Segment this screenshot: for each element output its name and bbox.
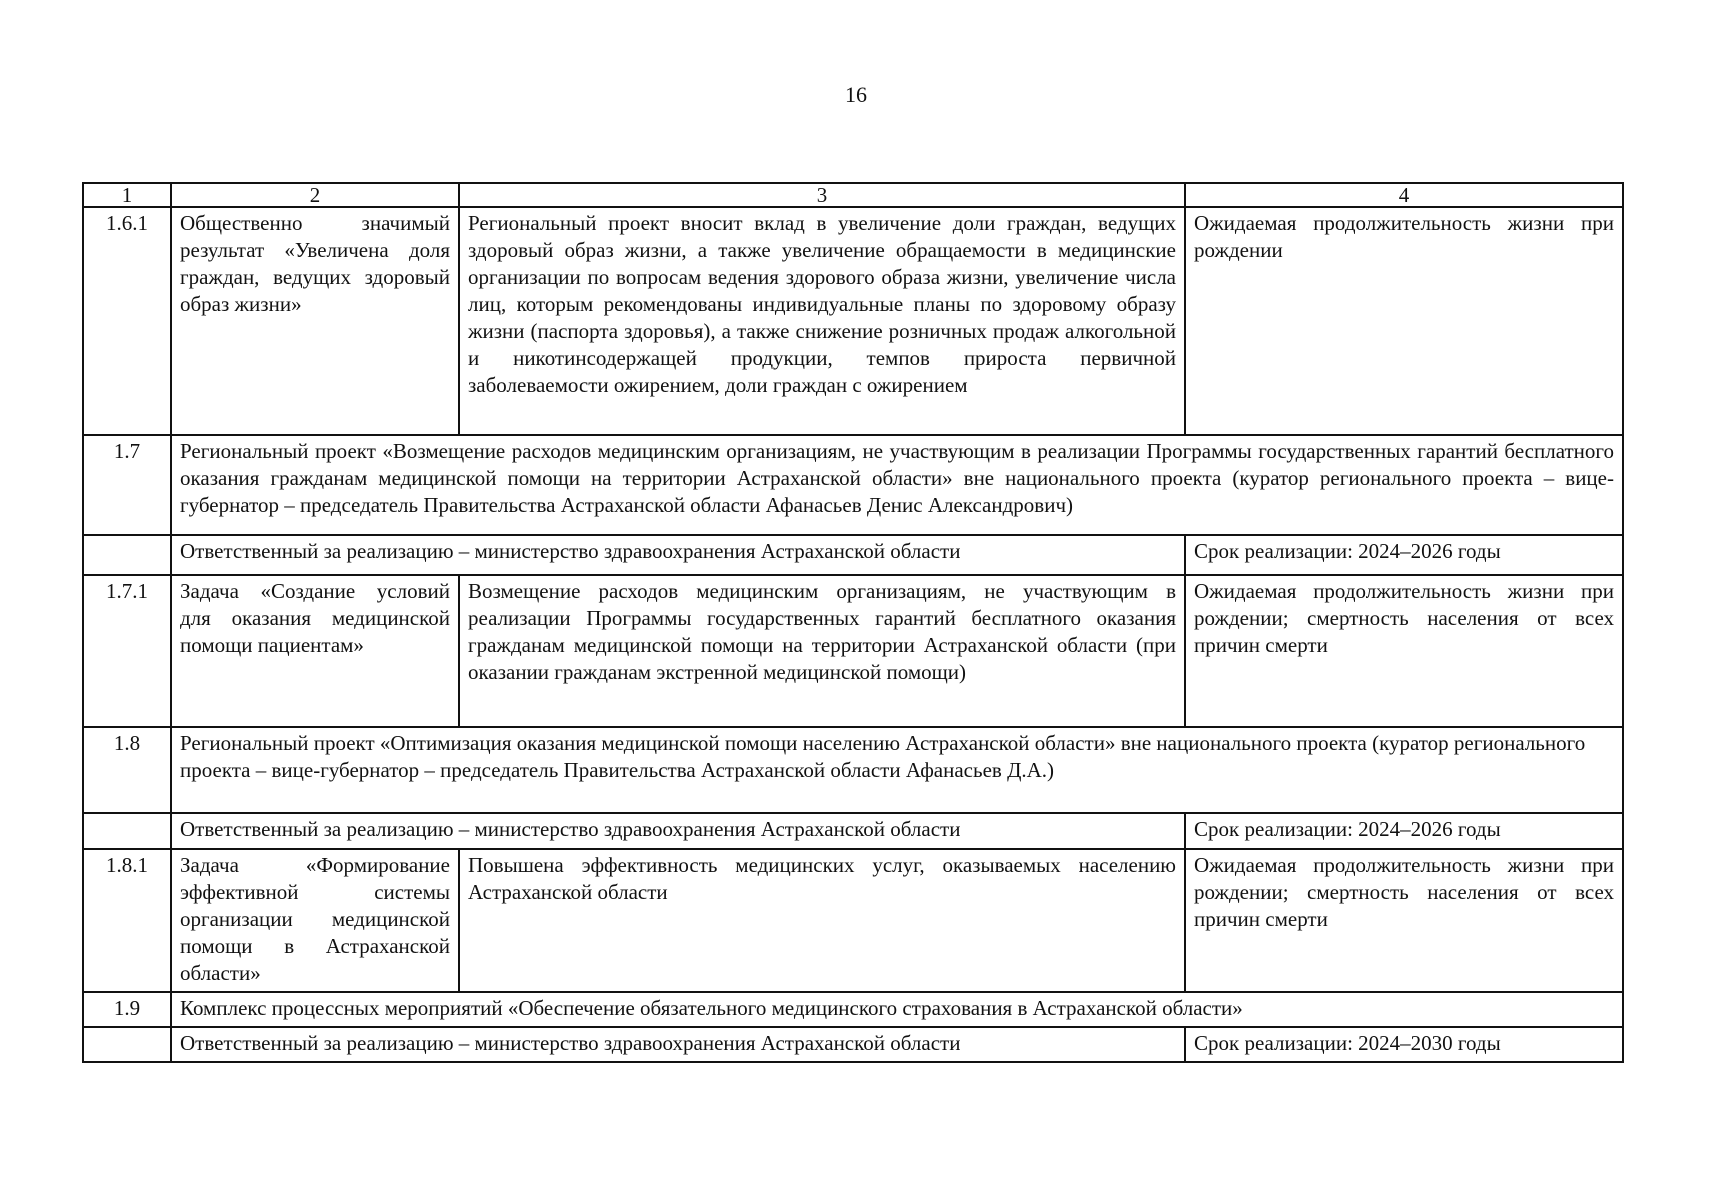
table-row-1-8 — [83, 727, 1623, 813]
indicator-text: Ожидаемая продолжительность жизни при рождении; смертность населения от всех причин смерти — [1185, 849, 1623, 992]
column-header-3: 3 — [459, 183, 1185, 207]
responsible-text: Ответственный за реализацию – министерство здравоохранения Астраханской области — [171, 813, 1185, 849]
task-name: Задача «Формирование эффективной системы организации медицинской помощи в Астраханской области» — [171, 849, 459, 992]
column-header-1: 1 — [83, 183, 171, 207]
table-header-row — [83, 183, 1623, 207]
table-row-1-7 — [83, 435, 1623, 535]
indicator-text: Ожидаемая продолжительность жизни при рождении; смертность населения от всех причин смерти — [1185, 575, 1623, 727]
task-description: Повышена эффективность медицинских услуг, оказываемых населению Астраханской области — [459, 849, 1185, 992]
row-number: 1.7.1 — [83, 575, 171, 727]
responsible-text: Ответственный за реализацию – министерство здравоохранения Астраханской области — [171, 1027, 1185, 1062]
result-name: Общественно значимый результат «Увеличена доля граждан, ведущих здоровый образ жизни» — [171, 207, 459, 435]
project-title: Комплекс процессных мероприятий «Обеспечение обязательного медицинского страхования в Астраханской области» — [171, 992, 1623, 1027]
term-text: Срок реализации: 2024–2026 годы — [1185, 535, 1623, 575]
result-description: Региональный проект вносит вклад в увеличение доли граждан, ведущих здоровый образ жизни, а также увеличение обращаемости в медицинские организации по вопросам ведения здорового образа жизни, увеличение числа лиц, которым рекомендованы индивидуальные планы по здоровому образу жизни (паспорта здоровья), а также снижение розничных продаж алкогольной и никотинсодержащей продукции, темпов прироста первичной заболеваемости ожирением, доли граждан с ожирением — [459, 207, 1185, 435]
project-title: Региональный проект «Оптимизация оказания медицинской помощи населению Астраханской области» вне национального проекта (куратор регионального проекта – вице-губернатор – председатель Правительства Астраханской области Афанасьев Д.А.) — [171, 727, 1623, 813]
row-number: 1.6.1 — [83, 207, 171, 435]
empty-cell — [83, 535, 171, 575]
responsible-text: Ответственный за реализацию – министерство здравоохранения Астраханской области — [171, 535, 1185, 575]
column-header-2: 2 — [171, 183, 459, 207]
table-row-1-8-1 — [83, 849, 1623, 992]
row-number: 1.8.1 — [83, 849, 171, 992]
row-number: 1.7 — [83, 435, 171, 535]
table-row-1-9 — [83, 992, 1623, 1027]
project-title: Региональный проект «Возмещение расходов медицинским организациям, не участвующим в реализации Программы государственных гарантий бесплатного оказания гражданам медицинской помощи на территории Астраханской области» вне национального проекта (куратор регионального проекта – вице-губернатор – председатель Правительства Астраханской области Афанасьев Денис Александрович) — [171, 435, 1623, 535]
column-header-4: 4 — [1185, 183, 1623, 207]
indicator-text: Ожидаемая продолжительность жизни при рождении — [1185, 207, 1623, 435]
table-row-1-7-responsible — [83, 535, 1623, 575]
row-number: 1.9 — [83, 992, 171, 1027]
term-text: Срок реализации: 2024–2026 годы — [1185, 813, 1623, 849]
table-row-1-9-responsible — [83, 1027, 1623, 1062]
page-number: 16 — [845, 82, 867, 107]
empty-cell — [83, 1027, 171, 1062]
table-row-1-6-1 — [83, 207, 1623, 435]
task-description: Возмещение расходов медицинским организациям, не участвующим в реализации Программы государственных гарантий бесплатного оказания гражданам медицинской помощи на территории Астраханской области (при оказании гражданам экстренной медицинской помощи) — [459, 575, 1185, 727]
term-text: Срок реализации: 2024–2030 годы — [1185, 1027, 1623, 1062]
table-row-1-7-1 — [83, 575, 1623, 727]
table-row-1-8-responsible — [83, 813, 1623, 849]
empty-cell — [83, 813, 171, 849]
row-number: 1.8 — [83, 727, 171, 813]
measures-table — [82, 182, 1624, 1063]
task-name: Задача «Создание условий для оказания медицинской помощи пациентам» — [171, 575, 459, 727]
